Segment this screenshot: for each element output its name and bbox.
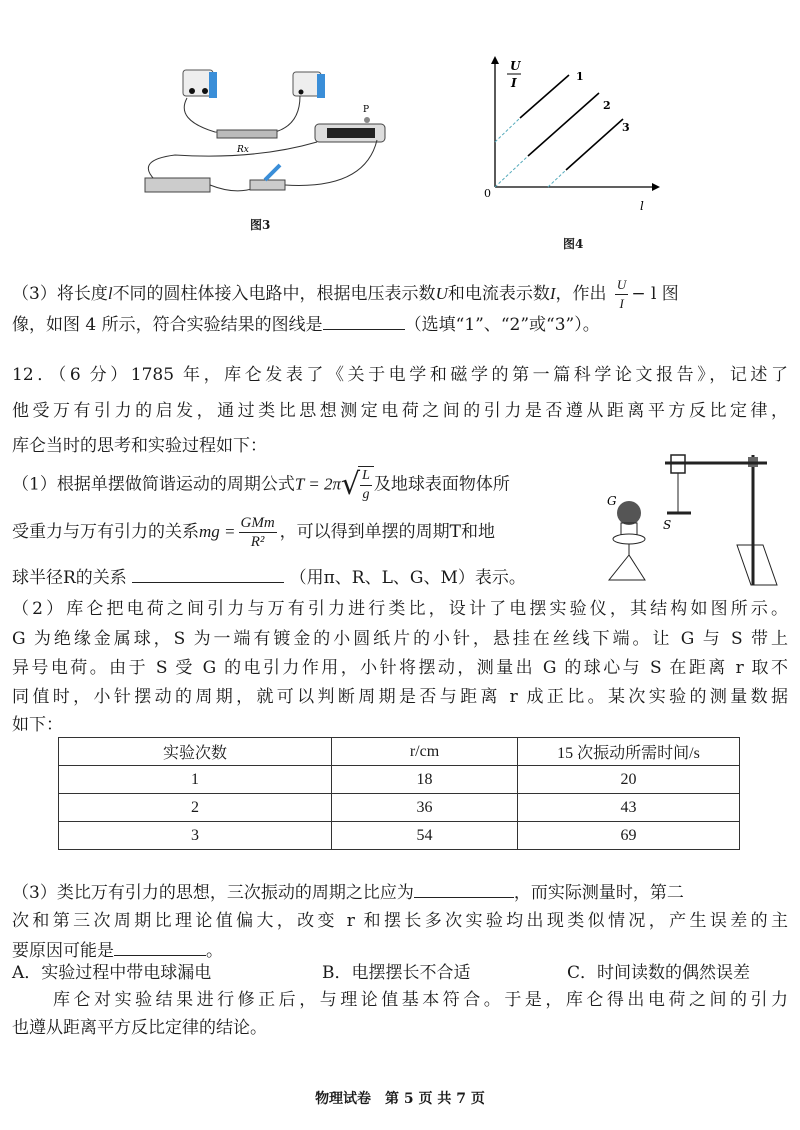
circuit-figure [135,60,405,220]
resistor-label: Rx [237,145,249,155]
table-row: 2 36 43 [59,794,740,822]
line-1-extension [495,118,520,142]
voltmeter-icon [183,70,217,98]
q12-part2-line: 同值时，小针摆动的周期，就可以判断周期是否与距离 r 成正比。某次实验的测量数据 [12,687,788,707]
q12-part1-line1: （1）根据单摆做简谐运动的周期公式T = 2π √ $\frac{L}{g}$ 及地球表面物体所 [12,467,510,502]
q12-intro-line: 库仑当时的思考和实验过程如下： [12,436,267,456]
answer-blank[interactable] [114,939,206,956]
answer-blank[interactable] [323,313,405,330]
q11-part3-line1: （3）将长度l不同的圆柱体接入电路中，根据电压表示数U和电流表示数I，作出 $\frac{U}{I}$ − l 图 [12,277,679,311]
line-1 [520,75,569,118]
svg-text:l: l [640,199,644,212]
q12-intro-line: 12．（6 分）1785 年，库仑发表了《关于电学和磁学的第一篇科学论文报告》，记述了 [12,365,788,385]
line-3-extension [548,170,566,187]
line-3 [566,119,623,170]
svg-text:0: 0 [484,187,491,200]
conclusion-line: 也遵从距离平方反比定律的结论。 [12,1018,267,1038]
q12-part1-line3: 球半径R的关系 （用π、R、L、G、M）表示。 [12,568,526,588]
answer-blank[interactable] [414,881,514,898]
conclusion-line: 库仑对实验结果进行修正后，与理论值基本符合。于是，库仑得出电荷之间的引力 [12,990,788,1010]
svg-text:U: U [510,59,521,73]
line-label-3: 3 [622,121,630,134]
q11-part3-line2: 像，如图 4 所示，符合实验结果的图线是 （选填“1”、“2”或“3”）。 [12,315,600,335]
figure3-caption: 图3 [250,218,271,232]
svg-text:G: G [607,494,617,508]
q12-part3-line1: （3）类比万有引力的思想，三次振动的周期之比应为 ，而实际测量时，第二 [12,883,684,903]
table-row: 3 54 69 [59,822,740,850]
q12-part1-line2: 受重力与万有引力的关系mg = $\frac{\text{GMm}}{\text{R²}}$ ，可以得到单摆的周期T和地 [12,515,496,550]
line-label-1: 1 [576,70,584,83]
q12-intro-line: 他受万有引力的启发，通过类比思想测定电荷之间的引力是否遵从距离平方反比定律， [12,401,788,421]
answer-blank[interactable] [132,566,284,583]
data-table [58,737,740,850]
slider-label: P [363,105,370,115]
line-label-2: 2 [603,99,611,112]
resistor-icon [217,130,277,138]
option-a[interactable]: A．实验过程中带电球漏电 [12,963,212,983]
option-b[interactable]: B．电摆摆长不合适 [322,963,471,983]
option-c[interactable]: C．时间读数的偶然误差 [567,963,751,983]
q12-part2-line: G 为绝缘金属球，S 为一端有镀金的小圆纸片的小针，悬挂在丝线下端。让 G 与 S 带上 [12,629,788,649]
svg-text:S: S [663,518,672,532]
switch-icon [250,180,285,190]
q12-part2-line: 如下： [12,715,63,735]
electric-pendulum-figure [595,445,790,590]
graph-figure [480,52,660,212]
q12-part3-line3: 要原因可能是 。 [12,941,223,961]
line-2-extension [495,156,528,187]
page-footer: 物理试卷 第 5 页 共 7 页 [315,1091,485,1107]
table-row: 1 18 20 [59,766,740,794]
table-header-row: 实验次数 r/cm 15 次振动所需时间/s [59,738,740,766]
battery-icon [145,178,210,192]
svg-text:I: I [511,76,517,90]
ammeter-icon [293,72,325,98]
q12-part2-line: （2）库仑把电荷之间引力与万有引力进行类比，设计了电摆实验仪，其结构如图所示。 [12,599,788,619]
q12-part3-line2: 次和第三次周期比理论值偏大，改变 r 和摆长多次实验均出现类似情况，产生误差的主 [12,911,788,931]
figure4-caption: 图4 [563,237,584,251]
q12-part2-line: 异号电荷。由于 S 受 G 的电引力作用，小针将摆动，测量出 G 的球心与 S 在距离 r 取不 [12,658,788,678]
